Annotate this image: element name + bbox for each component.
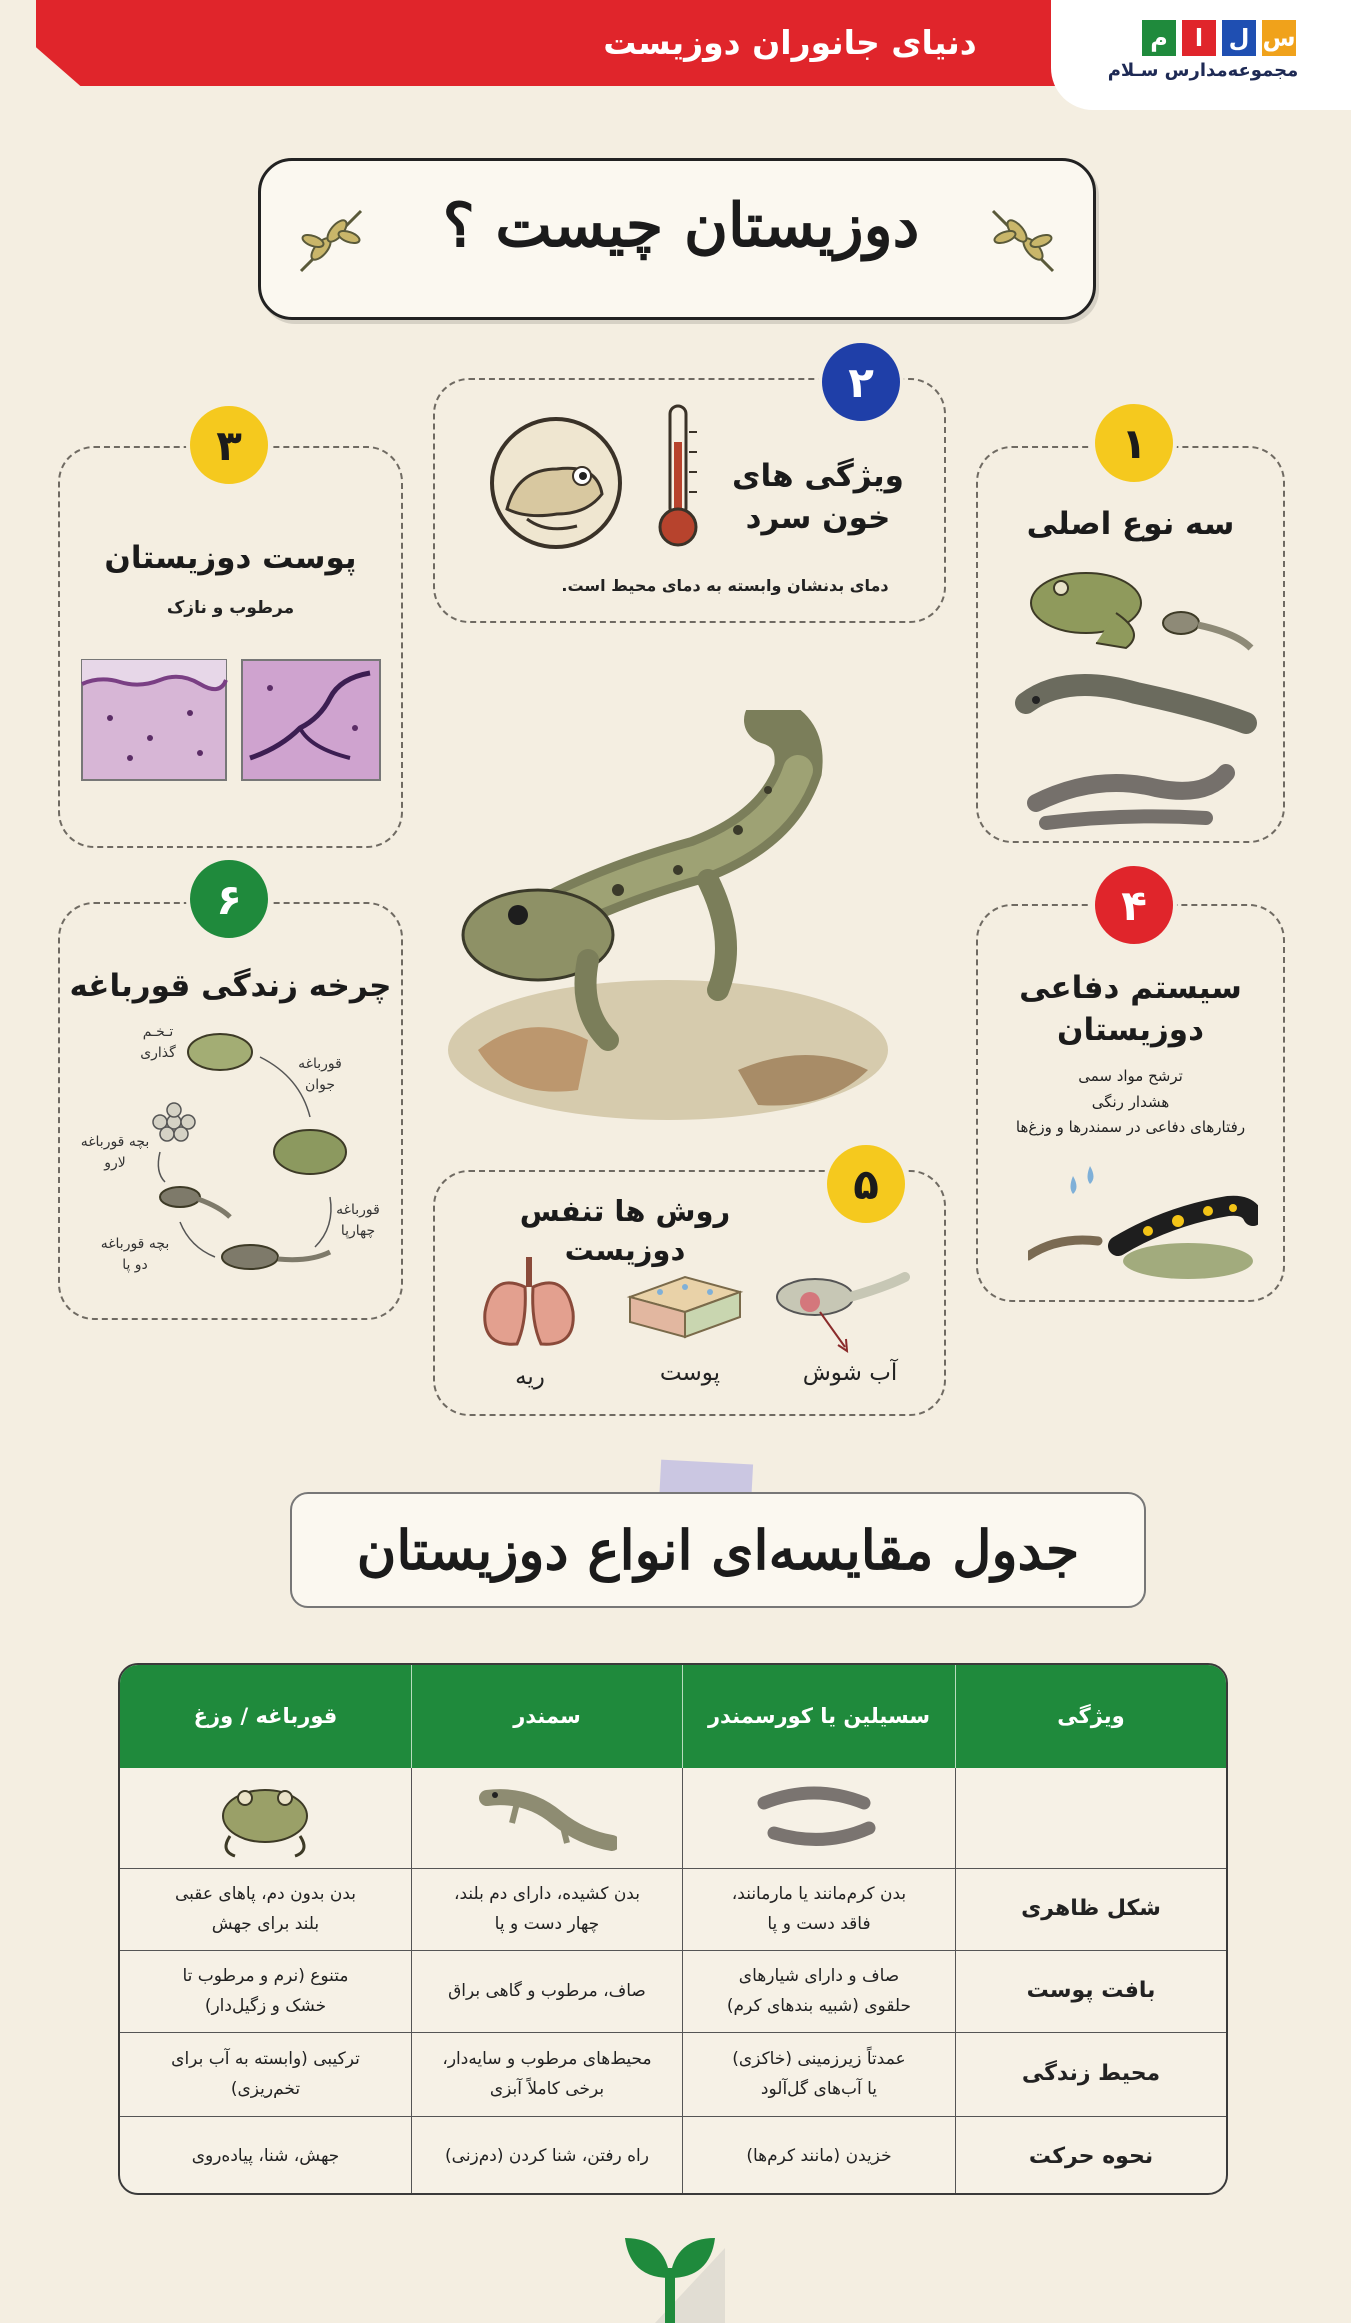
table-title: جدول مقایسه‌ای انواع دوزیستان xyxy=(356,1518,1080,1582)
caecilian-icon xyxy=(754,1778,884,1858)
badge-4: ۴ xyxy=(1091,862,1177,948)
logo-letter-lam: ل xyxy=(1222,20,1256,56)
card-1-title: سه نوع اصلی xyxy=(1026,506,1235,542)
row-feature-skin: بافت پوست xyxy=(955,1951,1226,2032)
card-4-title: سیستم دفاعی دوزیستان xyxy=(1019,970,1242,1048)
table-row xyxy=(120,1950,1226,2032)
card-defense-system xyxy=(976,904,1285,1302)
cell-salamander-shape: بدن کشیده، دارای دم بلند، چهار دست و پا xyxy=(411,1869,682,1950)
defense-item-poison: ترشح مواد سمی xyxy=(1078,1067,1183,1085)
table-title-sign xyxy=(290,1492,1146,1608)
table-header-salamander: سمندر xyxy=(411,1665,682,1768)
table-row xyxy=(120,2032,1226,2116)
logo-letter-alef: ا xyxy=(1182,20,1216,56)
leaf-branch-icon xyxy=(291,201,371,281)
logo-letter-mim: م xyxy=(1142,20,1176,56)
amphibian-types-illustration xyxy=(1006,553,1276,833)
badge-5: ۵ xyxy=(823,1141,909,1227)
skin-layer-icon xyxy=(625,1272,745,1347)
salamander-icon xyxy=(477,1778,617,1858)
defense-item-warning-color: هشدار رنگی xyxy=(1091,1092,1170,1111)
cell-frog-movement: جهش، شنا، پیاده‌روی xyxy=(191,2146,340,2167)
cell-frog-habitat: ترکیبی (وابسته به آب برای تخم‌ریزی) xyxy=(171,2048,360,2099)
card-frog-lifecycle xyxy=(58,902,403,1320)
table-image-empty xyxy=(955,1768,1226,1868)
table-header-frog: قورباغه / وزغ xyxy=(120,1665,411,1768)
card-three-types xyxy=(976,446,1285,843)
card-skin xyxy=(58,446,403,848)
lifecycle-label-young-frog: قورباغه جوان xyxy=(298,1056,342,1093)
skin-section-image xyxy=(80,658,228,782)
salamander-illustration xyxy=(438,710,908,1130)
thermometer-icon xyxy=(653,402,703,552)
row-feature-shape: شکل ظاهری xyxy=(955,1869,1226,1950)
badge-3: ۳ xyxy=(186,402,272,488)
salamander-cell xyxy=(411,1768,682,1868)
tadpole-gills-icon xyxy=(770,1267,910,1357)
row-feature-habitat: محیط زندگی xyxy=(955,2033,1226,2116)
card-3-text: مرطوب و نازک xyxy=(166,598,295,618)
cell-caecilian-shape: بدن کرم‌مانند یا مارمانند، فاقد دست و پا xyxy=(682,1869,955,1950)
fire-salamander-illustration xyxy=(1028,1166,1258,1286)
cell-salamander-movement: راه رفتن، شنا کردن (دم‌زنی) xyxy=(411,2117,682,2195)
badge-2: ۲ xyxy=(818,339,904,425)
logo-letter-sin: س xyxy=(1262,20,1296,56)
card-4-text xyxy=(978,1064,1283,1141)
card-2-text: دمای بدنشان وابسته به دمای محیط است. xyxy=(561,576,889,595)
lifecycle-label-two-leg: بچه قورباغه دو پا xyxy=(100,1236,170,1273)
cell-salamander-habitat: محیط‌های مرطوب و سایه‌دار، برخی کاملاً آبزی xyxy=(411,2033,682,2116)
frog-head-icon xyxy=(487,414,625,552)
comparison-table xyxy=(118,1663,1228,2195)
card-6-title: چرخه زندگی قورباغه xyxy=(69,968,392,1004)
row-feature-movement: نحوه حرکت xyxy=(955,2117,1226,2195)
main-title-sign xyxy=(258,158,1096,320)
lifecycle-label-egg: تـخـم گذاری xyxy=(140,1024,176,1061)
cell-frog-shape: بدن بدون دم، پاهای عقبی بلند برای جهش xyxy=(174,1883,357,1934)
frog-cell xyxy=(120,1768,411,1868)
caecilian-cell xyxy=(682,1768,955,1868)
logo-subtitle: مجموعه‌مدارس سـلام xyxy=(1107,60,1299,81)
badge-1: ۱ xyxy=(1091,400,1177,486)
lungs-icon xyxy=(477,1252,581,1352)
leaf-branch-icon xyxy=(983,201,1063,281)
defense-item-behavior: رفتارهای دفاعی در سمندرها و وزغ‌ها xyxy=(1015,1118,1246,1136)
sprout-icon xyxy=(615,2228,725,2323)
card-3-title: پوست دوزیستان xyxy=(104,540,357,576)
cell-caecilian-skin: صاف و دارای شیارهای حلقوی (شبیه بندهای کرم) xyxy=(682,1951,955,2032)
table-row xyxy=(120,2116,1226,2195)
lifecycle-label-four-leg: قورباغه چهارپا xyxy=(336,1202,380,1239)
cell-caecilian-movement: خزیدن (مانند کرم‌ها) xyxy=(682,2117,955,2195)
table-header-caecilian: سسیلین یا کورسمندر xyxy=(682,1665,955,1768)
skin-gland-image xyxy=(240,658,382,782)
breath-label-gills: آب شوش xyxy=(802,1360,898,1386)
card-2-title: ویژگی های خون سرد xyxy=(732,458,904,536)
frog-icon xyxy=(210,1776,320,1861)
breath-label-skin: پوست xyxy=(659,1360,721,1386)
table-header-row xyxy=(120,1665,1226,1768)
badge-6: ۶ xyxy=(186,856,272,942)
lifecycle-label-tadpole: بچه قورباغه لارو xyxy=(80,1134,150,1171)
cell-caecilian-habitat: عمدتاً زیرزمینی (خاکزی) یا آب‌های گل‌آلود xyxy=(682,2033,955,2116)
logo-letters xyxy=(1142,20,1296,56)
cell-frog-skin: متنوع (نرم و مرطوب تا خشک و زگیل‌دار) xyxy=(182,1965,349,2016)
table-header-feature: ویژگی xyxy=(955,1665,1226,1768)
main-title: دوزیستان چیست ؟ xyxy=(442,191,920,261)
page-header-title: دنیای جانوران دوزیست xyxy=(603,23,977,62)
school-logo[interactable] xyxy=(1051,0,1351,110)
cell-salamander-skin: صاف، مرطوب و گاهی براق xyxy=(411,1951,682,2032)
table-image-row xyxy=(120,1768,1226,1868)
breath-label-lungs: ریه xyxy=(515,1364,545,1390)
table-row xyxy=(120,1868,1226,1950)
card-5-title: روش ها تنفس دوزیست xyxy=(519,1194,731,1268)
